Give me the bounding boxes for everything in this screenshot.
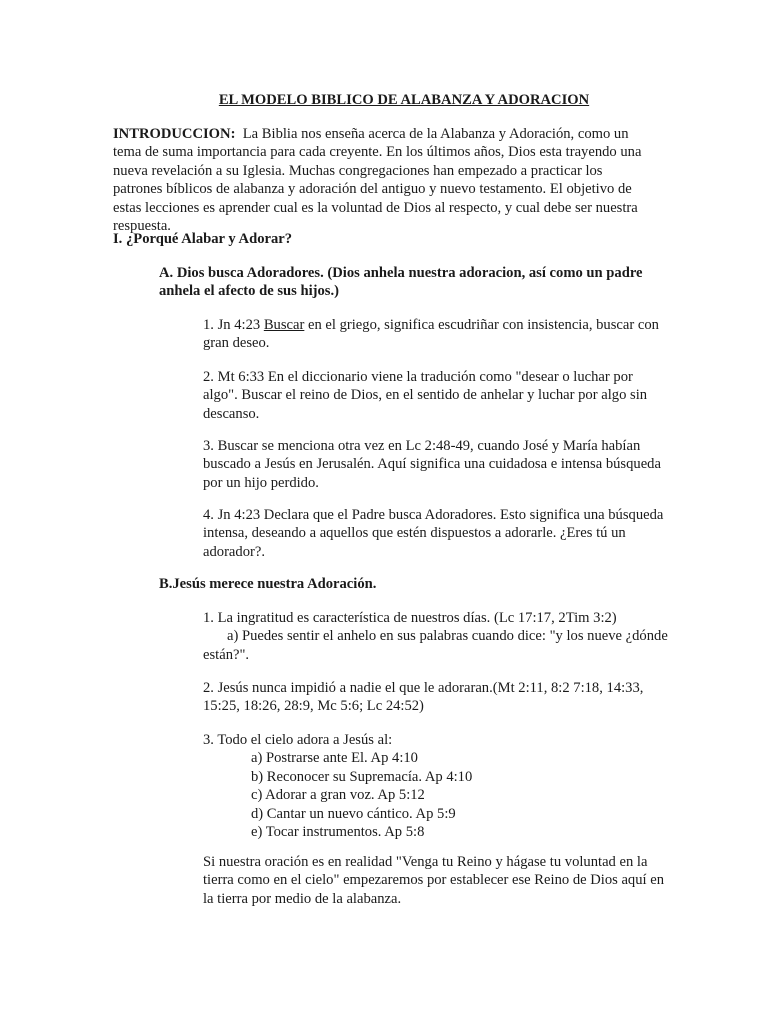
list-item-a2-line-1: 2. Mt 6:33 En el diccionario viene la tradución como "desear o luchar por — [203, 369, 633, 385]
introduction-label: INTRODUCCION: — [113, 126, 236, 142]
subsection-a-line-1: A. Dios busca Adoradores. (Dios anhela nuestra adoracion, así como un padre — [159, 265, 643, 281]
list-item-b2-line-1: 2. Jesús nunca impidió a nadie el que le adoraran.(Mt 2:11, 8:2 7:18, 14:33, — [203, 680, 644, 696]
list-item-a1-line-2: gran deseo. — [203, 335, 270, 352]
list-item-b3 — [203, 731, 472, 841]
list-item-a4 — [203, 506, 663, 561]
list-item-b2-line-2: 15:25, 18:26, 28:9, Mc 5:6; Lc 24:52) — [203, 698, 424, 715]
introduction-paragraph — [113, 125, 653, 235]
list-item-b1-line-3: están?". — [203, 646, 250, 663]
list-item-a1-line-1 — [203, 316, 659, 334]
list-item-b3-sub-a: a) Postrarse ante El. Ap 4:10 — [251, 750, 418, 767]
list-item-a1-rest: en el griego, significa escudriñar con insistencia, buscar con — [304, 317, 659, 333]
list-item-b1-line-2: a) Puedes sentir el anhelo en sus palabras cuando dice: "y los nueve ¿dónde — [227, 628, 668, 645]
list-item-b3-sub-d: d) Cantar un nuevo cántico. Ap 5:9 — [251, 805, 456, 822]
list-item-a2 — [203, 368, 647, 423]
underlined-word-buscar: Buscar — [263, 317, 305, 333]
list-item-a4-line-1: 4. Jn 4:23 Declara que el Padre busca Adoradores. Esto significa una búsqueda — [203, 507, 664, 523]
closing-paragraph — [203, 853, 664, 908]
introduction-text: La Biblia nos enseña acerca de la Alabanza y Adoración, como un tema de suma importancia para cada creyente. En los últimos años, Dios esta trayendo una nueva revelación a su Iglesia. Muchas congregaciones han empezado a practicar los patrones bíblicos de alabanza y adoración del antiguo y nuevo testamento. El objetivo de estas lecciones es aprender cual es la voluntad de Dios al respecto, y cual debe ser nuestra respuesta. — [113, 126, 642, 235]
list-item-a2-line-2: algo". Buscar el reino de Dios, en el sentido de anhelar y luchar por algo sin — [203, 387, 648, 404]
list-item-a3-line-1: 3. Buscar se menciona otra vez en Lc 2:48-49, cuando José y María habían — [203, 438, 641, 454]
subsection-heading-a — [159, 264, 643, 301]
list-item-a1 — [203, 316, 659, 353]
subsection-a-line-2: anhela el afecto de sus hijos.) — [159, 283, 339, 300]
list-item-b3-sub-e: e) Tocar instrumentos. Ap 5:8 — [251, 824, 425, 841]
subsection-heading-b: B.Jesús merece nuestra Adoración. — [159, 576, 377, 592]
list-item-a3-line-3: por un hijo perdido. — [203, 474, 319, 491]
list-item-b2 — [203, 679, 643, 716]
list-item-a2-line-3: descanso. — [203, 405, 260, 422]
list-item-a4-line-3: adorador?. — [203, 543, 265, 560]
list-item-a1-prefix: 1. Jn 4:23 — [203, 317, 264, 333]
closing-line-3: la tierra por medio de la alabanza. — [203, 890, 402, 907]
document-title: EL MODELO BIBLICO DE ALABANZA Y ADORACION — [218, 92, 590, 108]
closing-line-1: Si nuestra oración es en realidad "Venga tu Reino y hágase tu voluntad en la — [203, 854, 648, 870]
list-item-a4-line-2: intensa, deseando a aquellos que estén dispuestos a adorarle. ¿Eres tú un — [203, 525, 626, 542]
closing-line-2: tierra como en el cielo" empezaremos por establecer ese Reino de Dios aquí en — [203, 872, 665, 889]
list-item-a3-line-2: buscado a Jesús en Jerusalén. Aquí significa una cuidadosa e intensa búsqueda — [203, 456, 661, 473]
section-heading-1: I. ¿Porqué Alabar y Adorar? — [113, 231, 293, 247]
list-item-b3-sub-b: b) Reconocer su Supremacía. Ap 4:10 — [251, 768, 473, 785]
list-item-b1 — [203, 609, 668, 664]
list-item-b3-intro: 3. Todo el cielo adora a Jesús al: — [203, 732, 393, 748]
list-item-b3-sub-c: c) Adorar a gran voz. Ap 5:12 — [251, 787, 425, 804]
list-item-a3 — [203, 437, 661, 492]
list-item-b1-line-1: 1. La ingratitud es característica de nuestros días. (Lc 17:17, 2Tim 3:2) — [203, 610, 617, 626]
